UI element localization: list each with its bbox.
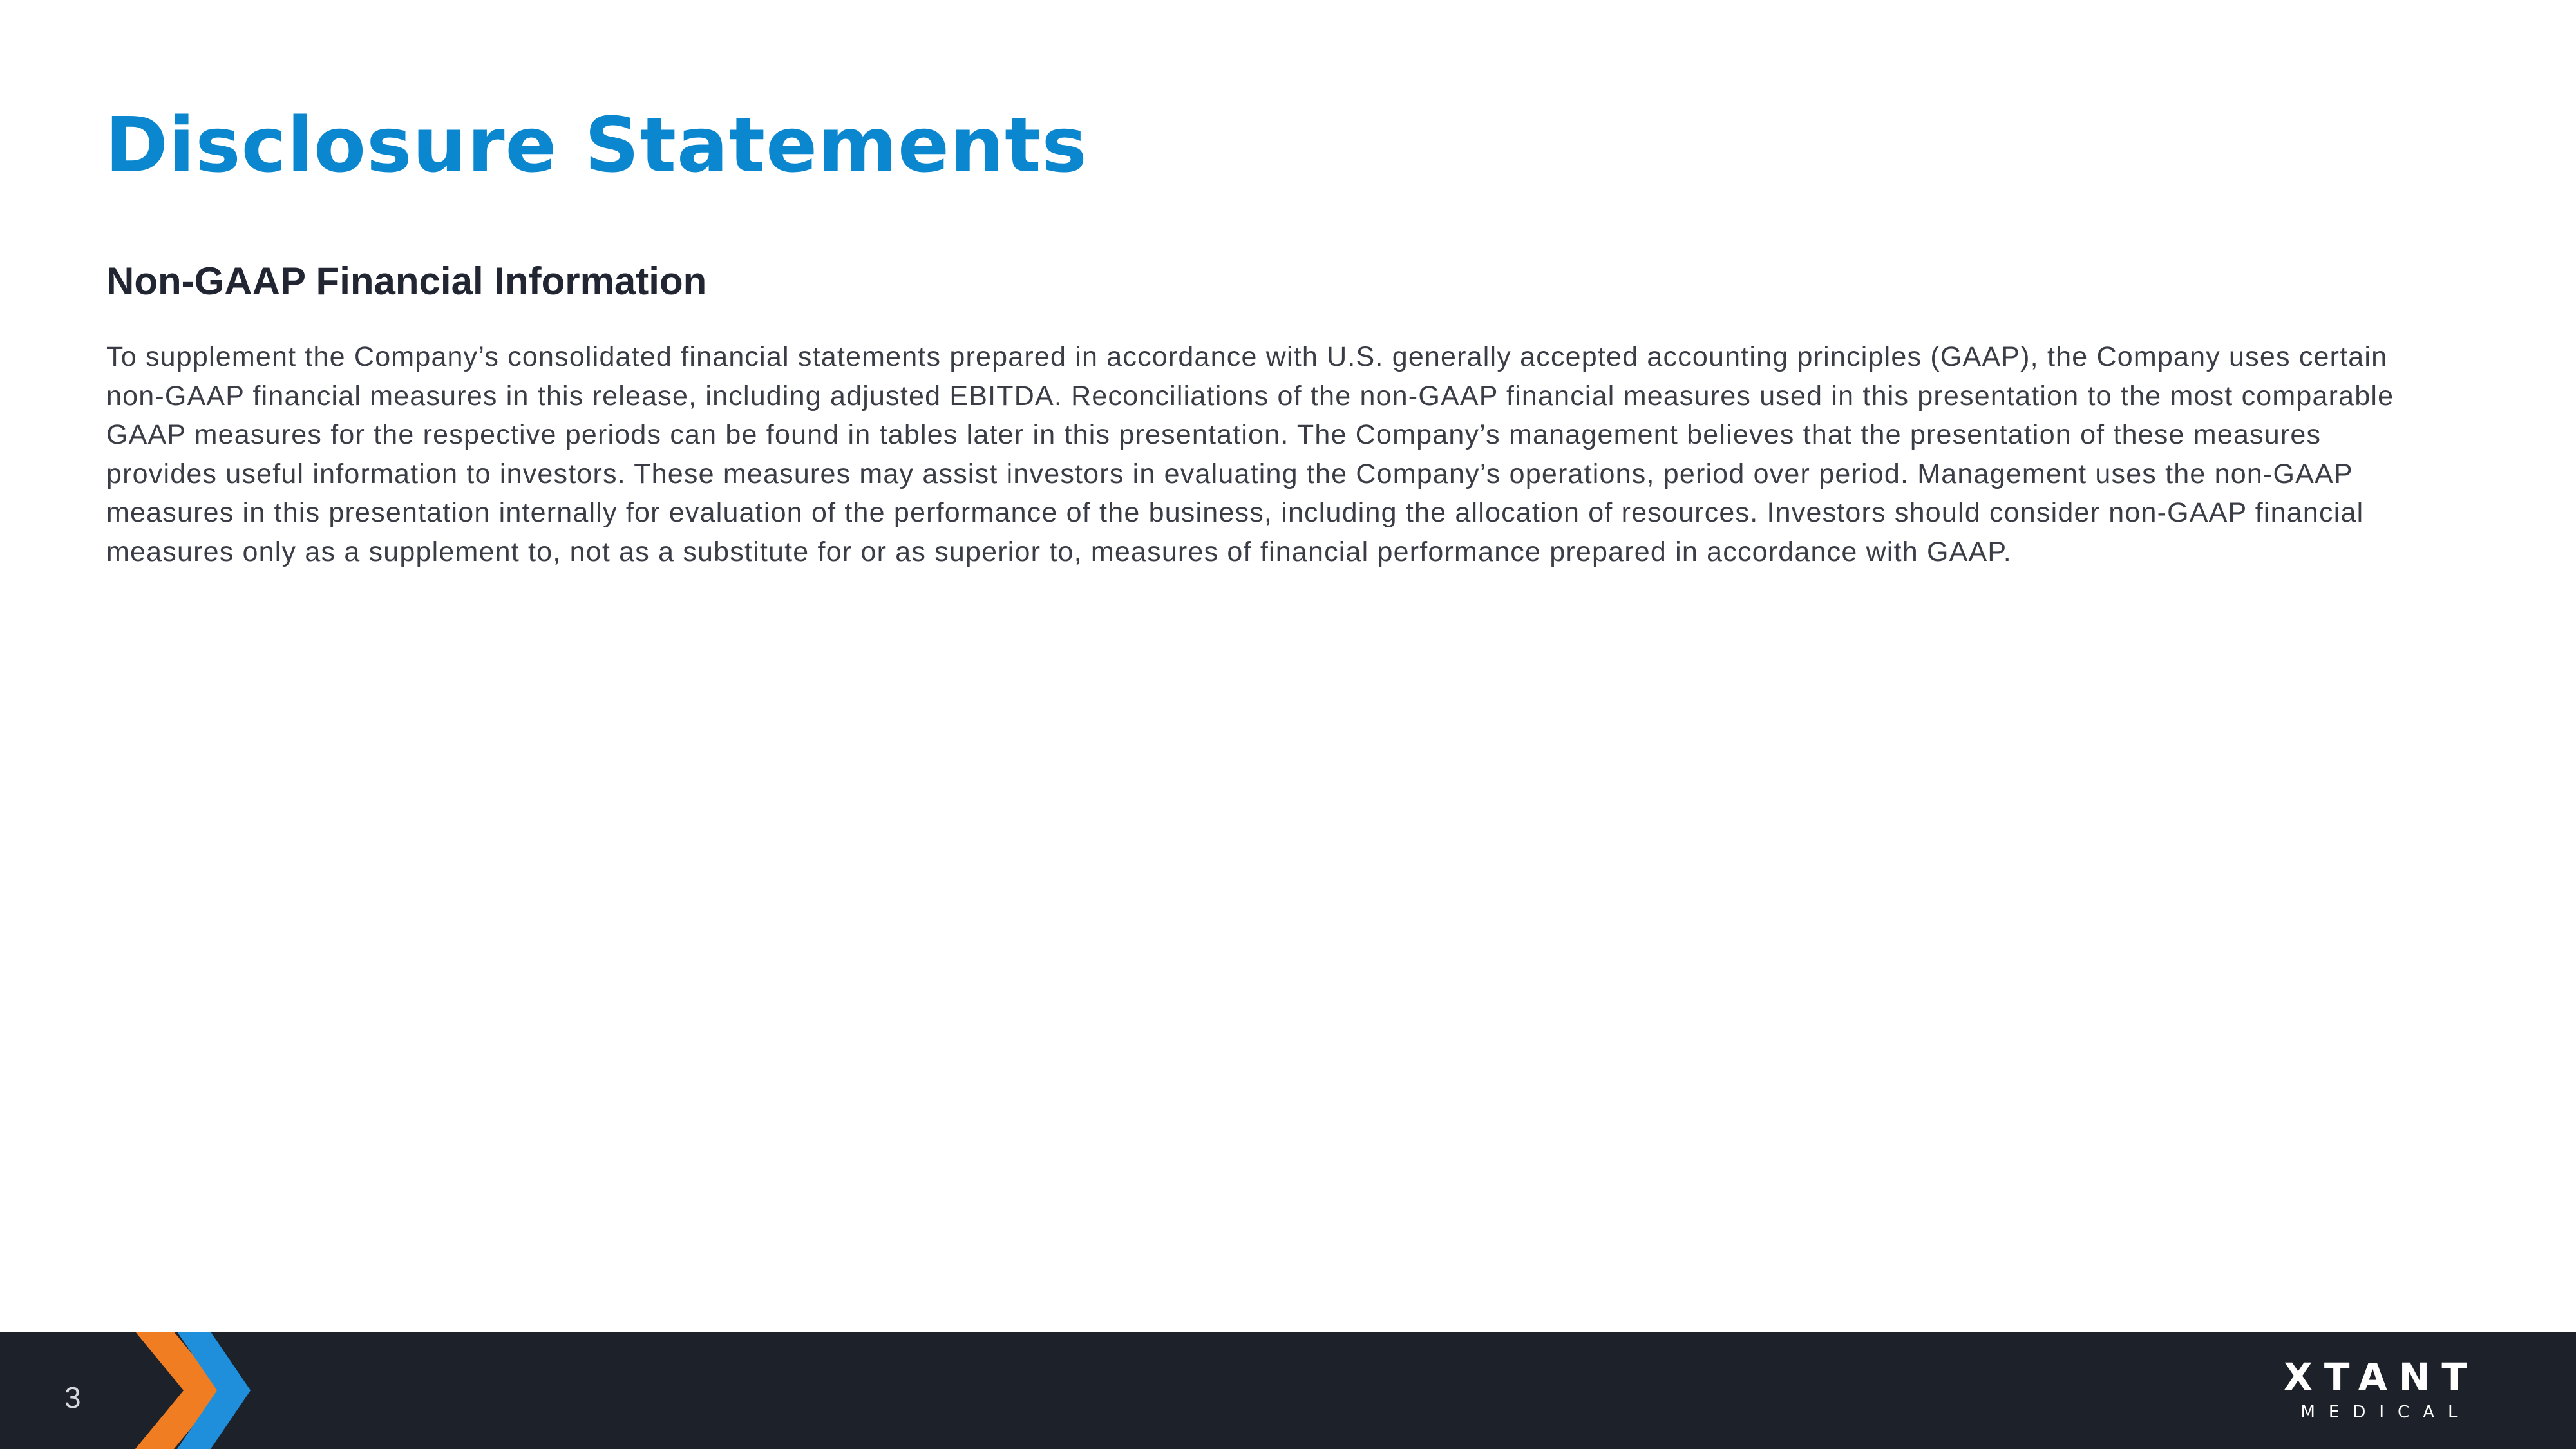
logo-subtitle: MEDICAL: [2300, 1403, 2471, 1422]
chevron-logo-icon: [132, 1332, 261, 1449]
slide-title: Disclosure Statements: [105, 100, 1088, 189]
page-number: 3: [64, 1381, 81, 1414]
disclosure-paragraph: To supplement the Company’s consolidated financial statements prepared in accordance with U.S. generally accepted accounting principles (GAAP), the Company uses certain non-GAAP financial measures in this release, including adjusted EBITDA. Reconciliations of the non-GAAP financial measures used in this presentation to the most comparable GAAP measures for the respective periods can be found in tables later in this presentation. The Company’s management believes that the presentation of these measures provides useful information to investors. These measures may assist investors in evaluating the Company’s operations, period over period. Management uses the non-GAAP measures in this presentation internally for evaluation of the performance of the business, including the allocation of resources. Investors should consider non-GAAP financial measures only as a supplement to, not as a substitute for or as superior to, measures of financial performance prepared in accordance with GAAP.: [106, 341, 2394, 567]
section-heading: Non-GAAP Financial Information: [106, 260, 707, 303]
logo-wordmark: XTANT: [2284, 1355, 2479, 1399]
company-logo: [2257, 1356, 2505, 1430]
footer-bar: [0, 1332, 2576, 1449]
